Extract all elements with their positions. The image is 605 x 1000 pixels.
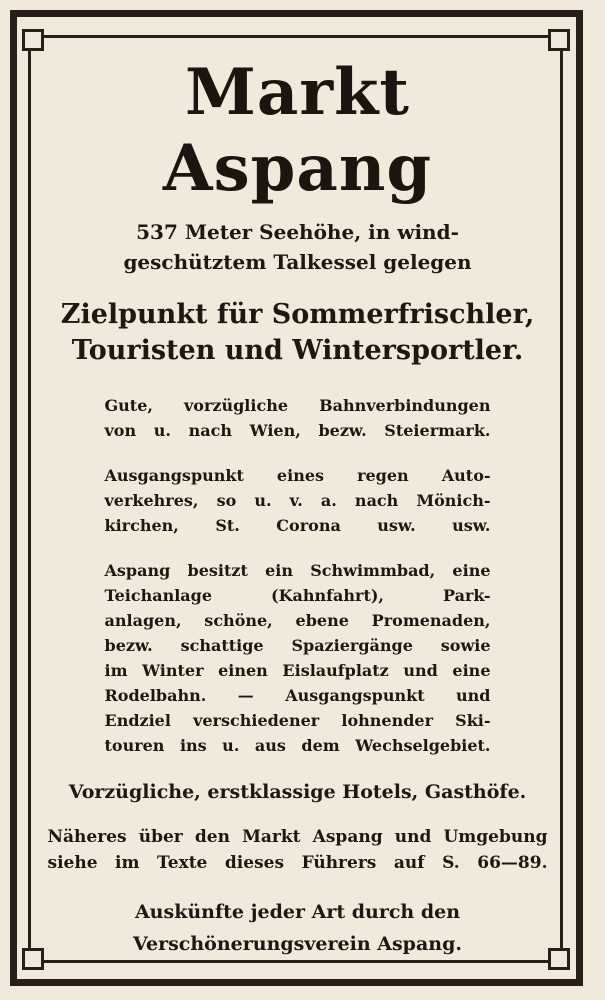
paragraph-line: Endziel verschiedener lohnender Ski- [104, 711, 491, 730]
ad-tagline [40, 297, 555, 369]
paragraph-line: Teichanlage (Kahnfahrt), Park- [104, 586, 491, 605]
paragraph-line: anlagen, schöne, ebene Promenaden, [104, 611, 491, 630]
ad-subtitle [40, 217, 555, 277]
paragraph-line: bezw. schattige Spaziergänge sowie [104, 636, 491, 655]
paragraph-line: Aspang besitzt ein Schwimmbad, eine [104, 561, 491, 580]
corner-ornament-top-right [548, 29, 570, 51]
paragraph-line: Rodelbahn. — Ausgangspunkt und [104, 686, 491, 705]
info-line: siehe im Texte dieses Führers auf S. 66—89. [47, 853, 548, 873]
advertisement-body [40, 55, 555, 960]
tagline-line: Touristen und Wintersportler. [71, 335, 524, 366]
paragraph-amenities [105, 558, 491, 758]
contact-line: Verschönerungsverein Aspang. [133, 933, 462, 955]
ad-title: Markt Aspang [162, 55, 433, 206]
paragraph-line: kirchen, St. Corona usw. usw. [104, 516, 491, 535]
paragraph-line: Gute, vorzügliche Bahnverbindungen [104, 396, 491, 415]
paragraph-car-traffic [105, 463, 491, 538]
paragraph-rail-connections [105, 393, 491, 443]
paragraph-line: Ausgangspunkt eines regen Auto- [104, 466, 491, 485]
corner-ornament-top-left [22, 29, 44, 51]
hotels-line: Vorzügliche, erstklassige Hotels, Gasthöfe. [68, 781, 527, 803]
paragraph-line: im Winter einen Eislaufplatz und eine [104, 661, 491, 680]
info-reference [48, 824, 548, 876]
tagline-line: Zielpunkt für Sommerfrischler, [60, 299, 535, 330]
subtitle-line: 537 Meter Seehöhe, in wind- [136, 220, 459, 244]
subtitle-line: geschütztem Talkessel gelegen [123, 250, 472, 274]
info-line: Näheres über den Markt Aspang und Umgebung [47, 827, 548, 847]
paragraph-line: verkehres, so u. v. a. nach Mönich- [104, 491, 491, 510]
contact-line: Auskünfte jeder Art durch den [134, 901, 461, 923]
paragraph-line: touren ins u. aus dem Wechselgebiet. [104, 736, 491, 755]
contact-info [40, 896, 555, 960]
paragraph-line: von u. nach Wien, bezw. Steiermark. [104, 421, 491, 440]
